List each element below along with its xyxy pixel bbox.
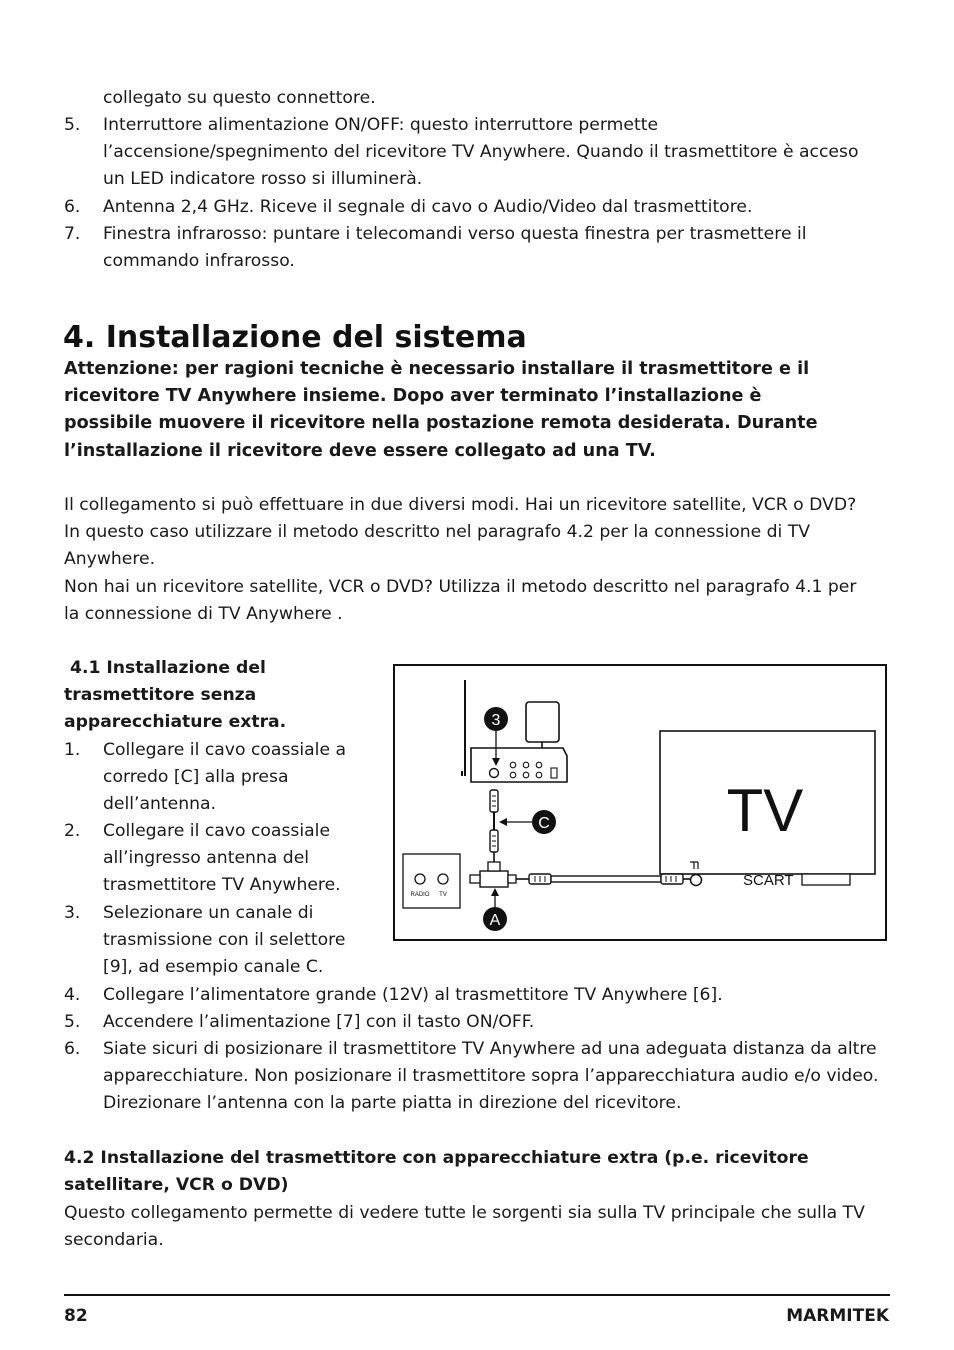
scart-port-icon <box>802 874 850 885</box>
callout-a-label: A <box>489 912 501 929</box>
callout-3-label: 3 <box>491 712 501 729</box>
heading-line: trasmettitore senza <box>64 685 257 706</box>
step-line: dell’antenna. <box>103 794 217 815</box>
heading-line: 4.2 Installazione del trasmettitore con apparecchiature extra (p.e. ricevitore <box>64 1148 809 1168</box>
step-line: Accendere l’alimentazione [7] con il tasto ON/OFF. <box>103 1012 535 1032</box>
step-number: 2. <box>64 821 81 841</box>
body-line: secondaria. <box>64 1230 164 1251</box>
installation-diagram <box>393 664 887 941</box>
body-line: In questo caso utilizzare il metodo descritto nel paragrafo 4.2 per la connessione di TV <box>64 522 811 543</box>
warning-line: l’installazione il ricevitore deve essere collegato ad una TV. <box>64 440 656 461</box>
step-line: all’ingresso antenna del <box>103 848 310 869</box>
callout-c-label: C <box>538 815 550 832</box>
body-line: la connessione di TV Anywhere . <box>64 603 343 624</box>
diagram-svg <box>395 666 885 939</box>
intro-continuation: collegato su questo connettore. <box>103 88 376 108</box>
step-line: trasmissione con il selettore <box>103 930 346 951</box>
footer-rule <box>64 1294 890 1296</box>
warning-line: Attenzione: per ragioni tecniche è necessario installare il trasmettitore e il <box>64 359 810 379</box>
heading-line: apparecchiature extra. <box>64 712 287 733</box>
step-number: 6. <box>64 1039 81 1059</box>
coax-cable-icon <box>551 876 661 882</box>
list-line: l’accensione/spegnimento del ricevitore TV Anywhere. Quando il trasmettitore è acceso <box>103 142 859 163</box>
brand-name: MARMITEK <box>786 1306 889 1326</box>
body-line: Non hai un ricevitore satellite, VCR o DVD? Utilizza il metodo descritto nel paragrafo 4.1 per <box>64 576 857 597</box>
step-line: apparecchiature. Non posizionare il trasmettitore sopra l’apparecchiatura audio e/o video. <box>103 1066 879 1087</box>
body-paragraph <box>64 492 894 628</box>
list-line: un LED indicatore rosso si illuminerà. <box>103 169 423 190</box>
step-number: 3. <box>64 903 81 923</box>
body-line: Questo collegamento permette di vedere tutte le sorgenti sia sulla TV principale che sulla TV <box>64 1203 865 1223</box>
tv-label: TV <box>726 777 804 844</box>
step-line: Siate sicuri di posizionare il trasmettitore TV Anywhere ad una adeguata distanza da altre <box>103 1039 877 1059</box>
list-line: commando infrarosso. <box>103 251 295 272</box>
step-line: Selezionare un canale di <box>103 903 314 923</box>
step-line: Collegare il cavo coassiale <box>103 821 331 841</box>
list-line: Antenna 2,4 GHz. Riceve il segnale di cavo o Audio/Video dal trasmettitore. <box>103 197 753 217</box>
subsection-41-heading <box>64 655 384 737</box>
list-number: 7. <box>64 224 81 244</box>
list-number: 6. <box>64 197 81 217</box>
list-number: 5. <box>64 115 81 135</box>
subsection-42-body <box>64 1200 894 1254</box>
transmitter-antenna-port-icon <box>490 769 499 778</box>
section-heading: 4. Installazione del sistema <box>63 320 527 355</box>
heading-line: 4.1 Installazione del <box>64 658 266 678</box>
splitter-icon <box>480 871 508 887</box>
body-line: Il collegamento si può effettuare in due diversi modi. Hai un ricevitore satellite, VCR o DVD? <box>64 495 857 515</box>
list-line: Interruttore alimentazione ON/OFF: questo interruttore permette <box>103 115 659 135</box>
warning-line: ricevitore TV Anywhere insieme. Dopo aver terminato l’installazione è <box>64 386 762 407</box>
step-line: trasmettitore TV Anywhere. <box>103 875 341 896</box>
page-number: 82 <box>64 1306 88 1326</box>
list-line: Finestra infrarosso: puntare i telecomandi verso questa finestra per trasmettere il <box>103 224 807 244</box>
body-line: Anywhere. <box>64 549 156 570</box>
step-line: Collegare il cavo coassiale a <box>103 740 347 760</box>
step-number: 4. <box>64 985 81 1005</box>
step-number: 1. <box>64 740 81 760</box>
scart-label: SCART <box>743 872 794 889</box>
wall-socket-icon <box>403 854 460 908</box>
step-line: Direzionare l’antenna con la parte piatta in direzione del ricevitore. <box>103 1093 682 1114</box>
coax-plug-right-icon <box>661 874 683 884</box>
step-number: 5. <box>64 1012 81 1032</box>
warning-line: possibile muovere il ricevitore nella postazione remota desiderata. Durante <box>64 413 818 434</box>
subsection-42-heading <box>64 1145 894 1199</box>
step-line: [9], ad esempio canale C. <box>103 957 324 978</box>
panel-antenna-icon <box>526 702 559 742</box>
step-line: Collegare l’alimentatore grande (12V) al trasmettitore TV Anywhere [6]. <box>103 985 723 1005</box>
heading-line: satellitare, VCR o DVD) <box>64 1175 289 1196</box>
warning-paragraph <box>64 356 894 465</box>
wall-radio-label: RADIO <box>410 892 430 898</box>
wall-tv-label: TV <box>439 892 447 898</box>
tv-antenna-port-icon <box>691 875 702 886</box>
step-line: corredo [C] alla presa <box>103 767 289 788</box>
